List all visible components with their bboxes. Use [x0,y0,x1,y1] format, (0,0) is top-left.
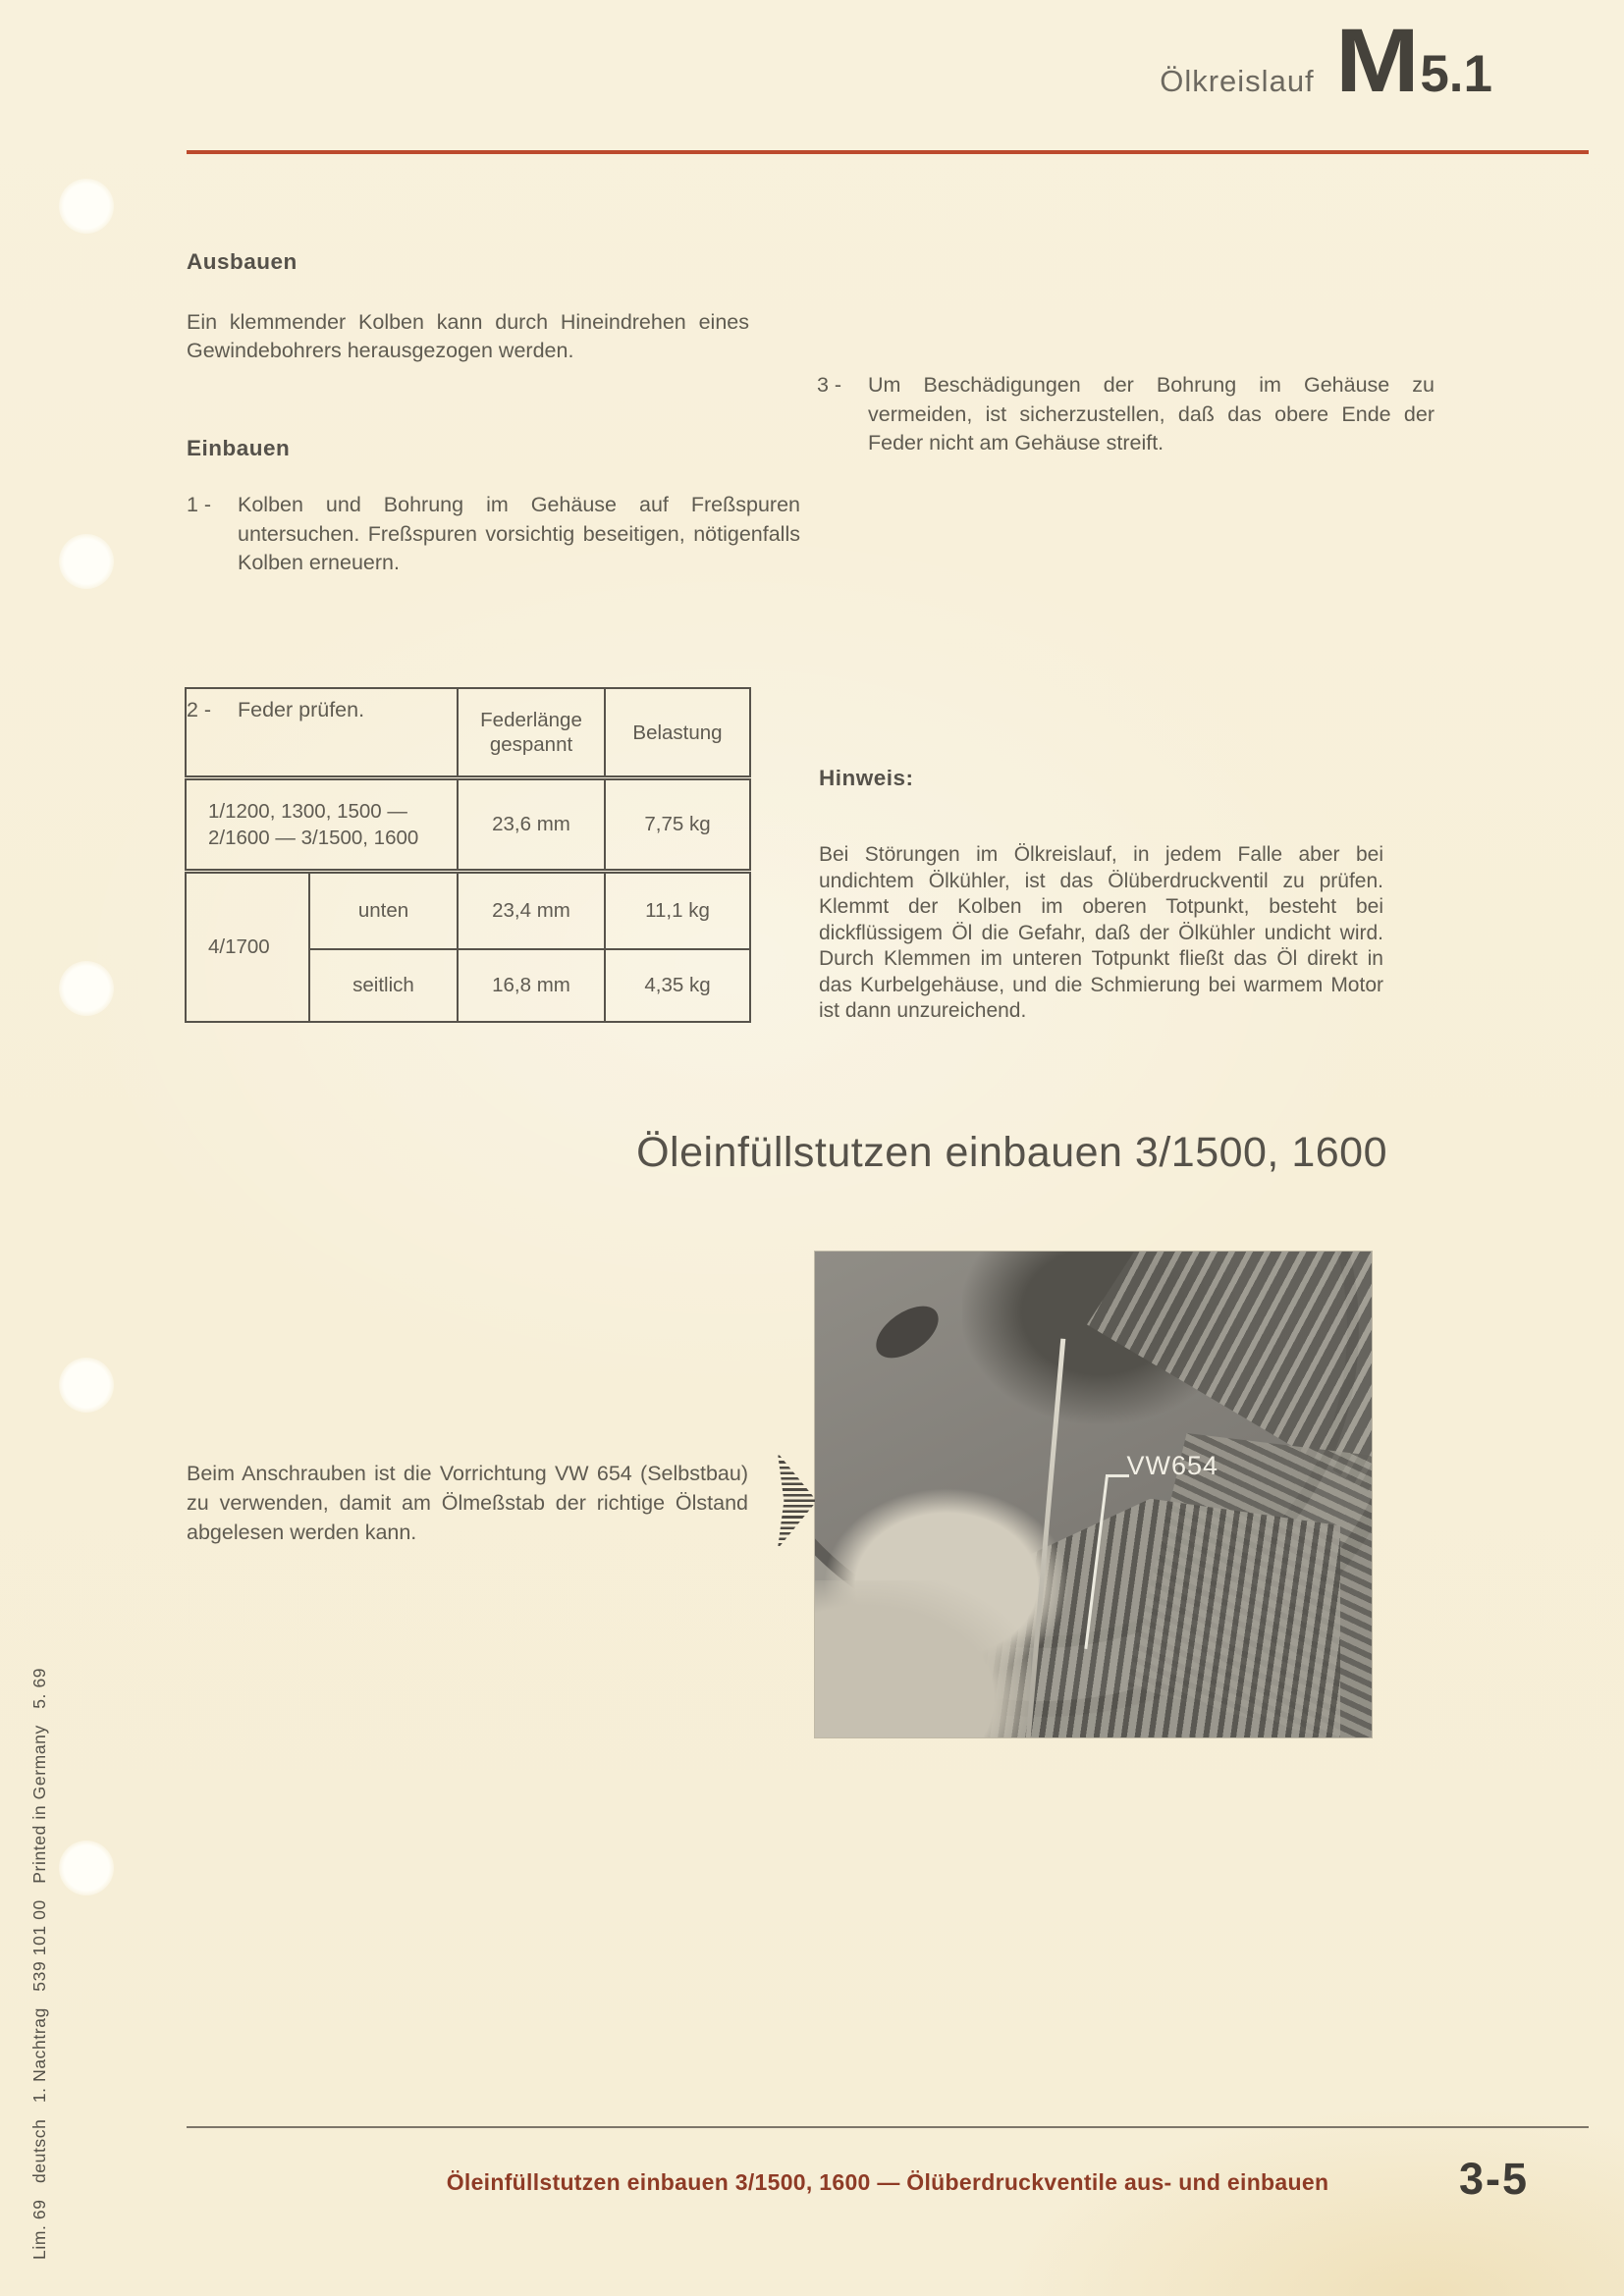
ausbauen-paragraph: Ein klemmender Kolben kann durch Hineindrehen eines Gewindebohrers herausgezogen werden. [187,310,749,362]
engine-photo [815,1252,1372,1737]
step-number: 3 - [817,373,842,397]
punch-hole [59,1358,114,1413]
tool-label: VW654 [1126,1450,1219,1480]
punch-hole [59,179,114,234]
table-row [186,778,750,872]
table-header-row [186,688,750,778]
step-number: 1 - [187,493,212,516]
footer-running-title: Öleinfüllstutzen einbauen 3/1500, 1600 — Ölüberdruckventile aus- und einbauen [446,2169,1329,2195]
punch-hole [59,1841,114,1896]
hinweis-heading: Hinweis: [819,766,914,790]
footer-rule [187,2126,1589,2128]
federlaenge-value: 23,6 mm [458,778,605,872]
section-heading: Öleinfüllstutzen einbauen 3/1500, 1600 [636,1129,1387,1176]
print-imprint-vertical: Lim. 69 deutsch 1. Nachtrag 539 101 00 Printed in Germany 5. 69 [29,1667,49,2260]
label-line: 2/1600 — 3/1500, 1600 [208,827,419,849]
ausbauen-heading: Ausbauen [187,249,298,274]
section-code-letter: M [1334,11,1418,111]
hinweis-paragraph: Bei Störungen im Ölkreislauf, in jedem Falle aber bei undichtem Ölkühler, ist das Ölüberdruckventil zu prüfen. Klemmt der Kolben im oberen Totpunkt, besteht bei dickflüssigem Öl die Gefahr, daß der Ölkühler undicht wird. Durch Klemmen im unteren Totpunkt fließt das Öl direkt in das Kurbelgehäuse, und die Schmierung bei warmem Motor ist dann unzureichend. [819,843,1383,1022]
engine-group-label [186,778,458,872]
hand-shape [815,1580,1031,1737]
label-leader-line [1106,1474,1129,1477]
table-header-federlaenge: Federlänge gespannt [458,688,605,778]
section-label: Ölkreislauf [1160,64,1315,98]
punch-hole [59,961,114,1016]
spring-table [185,687,751,1023]
step-number: 2 - [187,697,212,721]
belastung-value: 11,1 kg [605,872,750,950]
federlaenge-value: 23,4 mm [458,872,605,950]
position-label: seitlich [309,949,458,1022]
belastung-value: 7,75 kg [605,778,750,872]
einbauen-heading: Einbauen [187,436,291,460]
page-number: 3-5 [1459,2154,1530,2204]
table-header-empty [186,688,458,778]
step-text: Feder prüfen. [238,697,365,721]
step-3 [817,371,1435,458]
federlaenge-value: 16,8 mm [458,949,605,1022]
belastung-value: 4,35 kg [605,949,750,1022]
pointer-arrow-icon [778,1450,817,1552]
punch-hole [59,534,114,589]
label-line: 1/1200, 1300, 1500 — [208,800,407,823]
step-text: Um Beschädigungen der Bohrung im Gehäuse zu vermeiden, ist sicherzustellen, daß das obere Ende der Feder nicht am Gehäuse streift. [868,373,1435,454]
header-rule [187,150,1589,154]
table-row [186,872,750,950]
einbauen-step-1 [187,491,800,578]
page-header [1160,11,1492,111]
table-header-belastung: Belastung [605,688,750,778]
position-label: unten [309,872,458,950]
step-text: Kolben und Bohrung im Gehäuse auf Freßspuren untersuchen. Freßspuren vorsichtig beseitigen, nötigenfalls Kolben erneuern. [238,493,800,574]
section-code-number: 5.1 [1420,45,1492,103]
engine-group-label: 4/1700 [186,872,309,1023]
photo-caption: Beim Anschrauben ist die Vorrichtung VW 654 (Selbstbau) zu verwenden, damit am Ölmeßstab der richtige Ölstand abgelesen werden kann. [187,1462,748,1544]
